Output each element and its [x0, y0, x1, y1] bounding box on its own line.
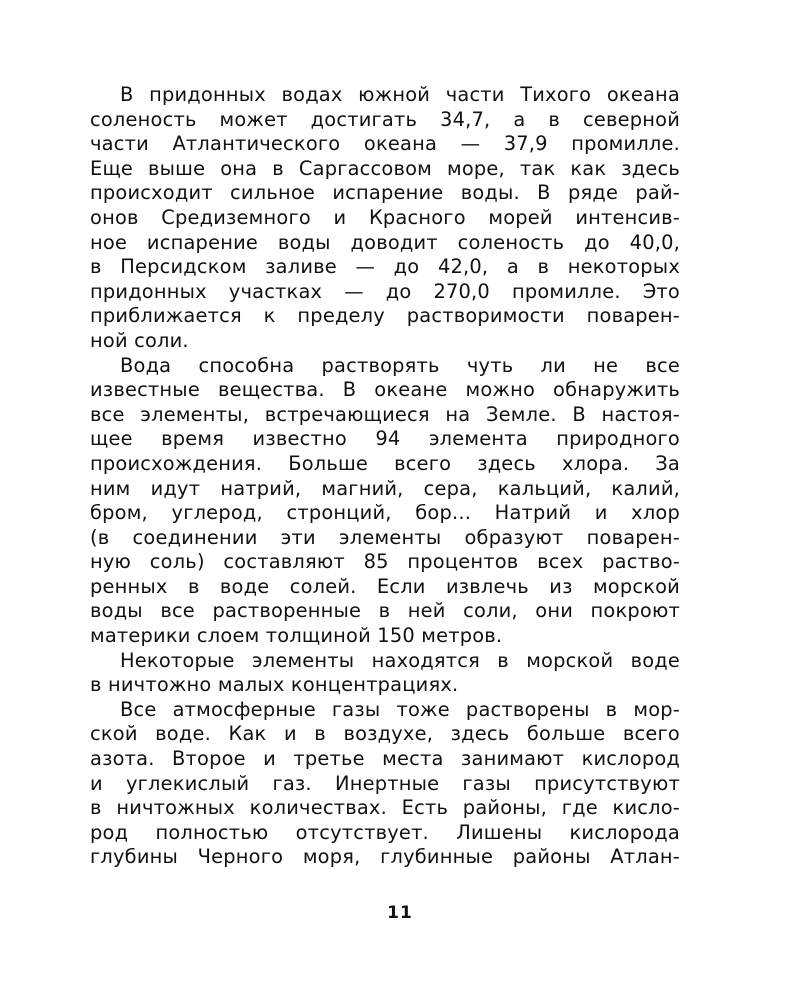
text-line: и углекислый газ. Инертные газы присутствуют [90, 771, 680, 795]
text-line: известные вещества. В океане можно обнаружить [90, 378, 680, 402]
paragraph [90, 649, 680, 698]
text-line: части Атлантического океана — 37,9 промилле. [90, 132, 680, 156]
text-line: Некоторые элементы находятся в морской воде [120, 648, 680, 672]
text-line: в ничтожно малых концентрациях. [90, 673, 459, 697]
text-line: Вода способна растворять чуть ли не все [120, 353, 680, 377]
text-line: глубины Черного моря, глубинные районы Атлан- [90, 845, 680, 869]
text-line: онов Средиземного и Красного морей интенсив- [90, 205, 680, 229]
text-line: соленость может достигать 34,7, а в северной [90, 107, 680, 131]
text-line: воды все растворенные в ней соли, они покроют [90, 599, 680, 623]
text-line: род полностью отсутствует. Лишены кислорода [90, 820, 680, 844]
text-line: все элементы, встречающиеся на Земле. В настоя- [90, 402, 680, 426]
text-line: приближается к пределу растворимости поварен- [90, 304, 680, 328]
text-line: ним идут натрий, магний, сера, кальций, калий, [90, 476, 680, 500]
text-line: бром, углерод, стронций, бор... Натрий и хлор [90, 501, 680, 525]
text-line: придонных участках — до 270,0 промилле. Это [90, 279, 680, 303]
text-line: в ничтожных количествах. Есть районы, где кисло- [90, 796, 680, 820]
text-line: происходит сильное испарение воды. В ряде рай- [90, 181, 680, 205]
page-number: 11 [387, 903, 413, 923]
text-line: Еще выше она в Саргассовом море, так как здесь [90, 156, 680, 180]
text-line: щее время известно 94 элемента природного [90, 427, 680, 451]
paragraph [90, 354, 680, 649]
text-line: ное испарение воды доводит соленость до 40,0, [90, 230, 680, 254]
text-line: Все атмосферные газы тоже растворены в мор- [120, 697, 680, 721]
text-line: В придонных водах южной части Тихого океана [120, 83, 680, 106]
paragraph [90, 83, 680, 354]
text-line: в Персидском заливе — до 42,0, а в некоторых [90, 255, 680, 279]
text-line: ную соль) составляют 85 процентов всех раство- [90, 550, 680, 574]
text-line: ской воде. Как и в воздухе, здесь больше всего [90, 722, 680, 746]
text-line: (в соединении эти элементы образуют поварен- [90, 525, 680, 549]
text-line: ной соли. [90, 328, 189, 352]
text-line: материки слоем толщиной 150 метров. [90, 624, 503, 648]
text-line: происхождения. Больше всего здесь хлора. За [90, 451, 680, 475]
page-body [90, 83, 680, 870]
text-line: ренных в воде солей. Если извлечь из морской [90, 574, 680, 598]
text-line: азота. Второе и третье места занимают кислород [90, 747, 680, 771]
paragraph [90, 698, 680, 870]
